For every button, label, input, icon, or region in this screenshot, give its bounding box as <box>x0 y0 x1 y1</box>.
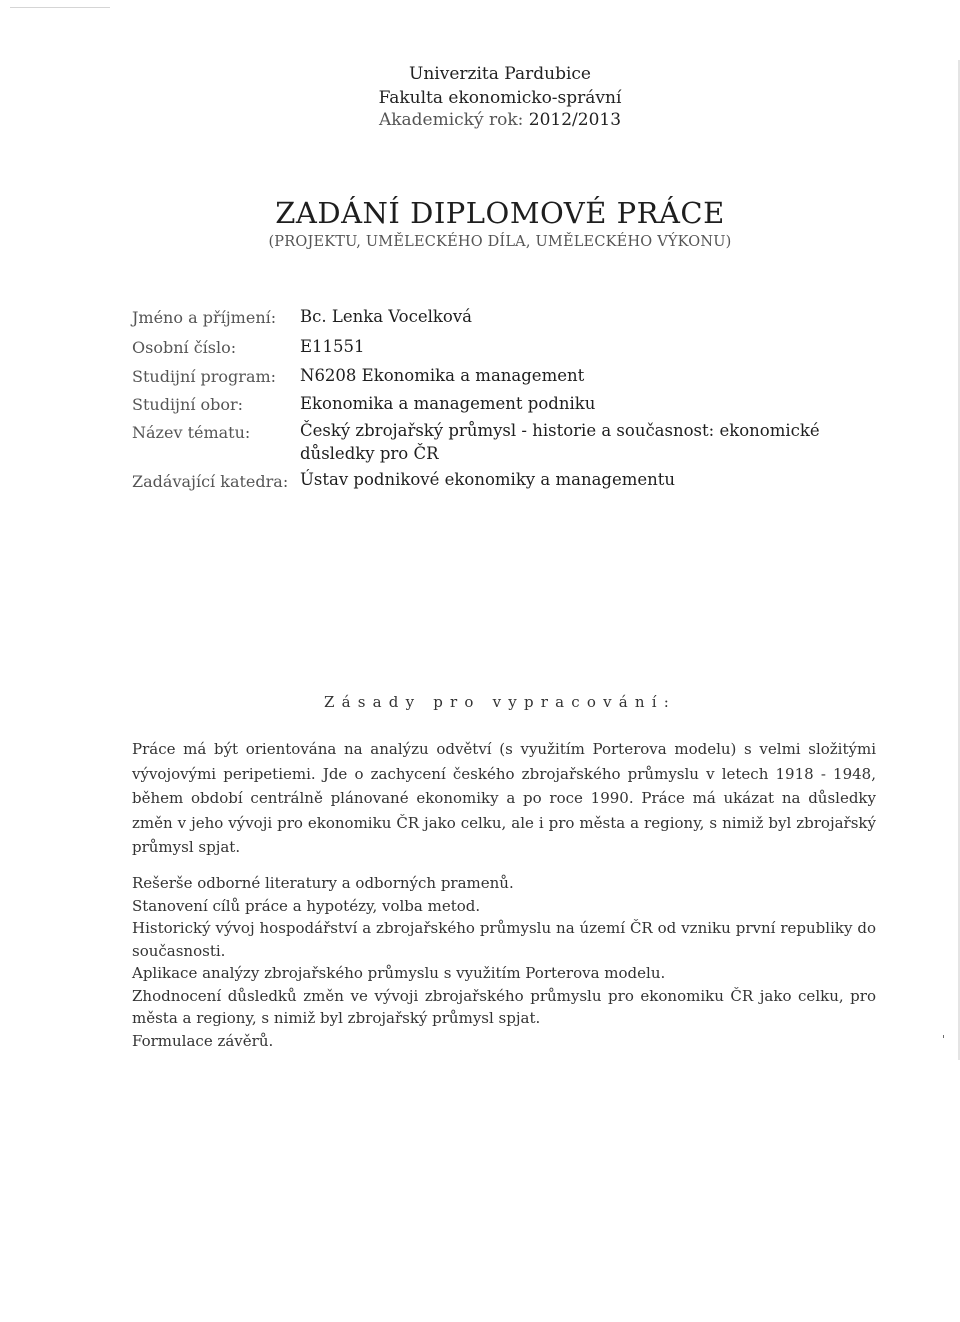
name-label: Jméno a příjmení: <box>132 308 277 327</box>
work-steps-list <box>132 872 876 1052</box>
topic-value: Český zbrojařský průmysl - historie a současnost: ekonomické důsledky pro ČR <box>300 421 820 463</box>
program-value: N6208 Ekonomika a management <box>300 366 585 385</box>
university-name: Univerzita Pardubice <box>409 64 591 84</box>
topic-label: Název tématu: <box>132 423 251 442</box>
list-item: Zhodnocení důsledků změn ve vývoji zbrojařského průmyslu pro ekonomiku ČR jako celku, pro města a regiony, s nimiž byl zbrojařský průmysl spjat. <box>132 986 876 1027</box>
margin-mark: ' <box>942 1033 946 1046</box>
list-item: Formulace závěrů. <box>132 1031 274 1050</box>
principles-heading: Zásady pro vypracování: <box>323 693 677 711</box>
program-label: Studijní program: <box>132 367 277 386</box>
department-value: Ústav podnikové ekonomiky a managementu <box>300 470 676 489</box>
academic-year-label: Akademický rok: <box>378 110 524 130</box>
faculty-name: Fakulta ekonomicko-správní <box>378 88 622 108</box>
assignment-paragraph: Práce má být orientována na analýzu odvětví (s využitím Porterova modelu) s velmi složitými vývojovými peripetiemi. Jde o zachycení českého zbrojařského průmyslu v letech 1918 - 1948, během období centrálně plánované ekonomiky a po roce 1990. Práce má ukázat na důsledky změn v jeho vývoji pro ekonomiku ČR jako celku, ale i pro města a regiony, s nimiž byl zbrojařský průmysl spjat. <box>132 740 876 856</box>
field-label: Studijní obor: <box>132 395 244 414</box>
scan-edge-line <box>10 7 110 8</box>
list-item: Aplikace analýzy zbrojařského průmyslu s využitím Porterova modelu. <box>132 964 666 982</box>
list-item: Rešerše odborné literatury a odborných pramenů. <box>132 874 514 892</box>
document-title: ZADÁNÍ DIPLOMOVÉ PRÁCE <box>275 196 725 230</box>
field-value: Ekonomika a management podniku <box>300 394 596 413</box>
academic-year-value: 2012/2013 <box>528 110 622 130</box>
list-item: Historický vývoj hospodářství a zbrojařského průmyslu na území ČR od vzniku první republiky do současnosti. <box>132 919 876 960</box>
academic-year <box>300 110 700 130</box>
department-label: Zadávající katedra: <box>132 472 289 491</box>
document-subtitle: (PROJEKTU, UMĚLECKÉHO DÍLA, UMĚLECKÉHO VÝKONU) <box>268 234 732 250</box>
id-label: Osobní číslo: <box>132 338 237 357</box>
name-value: Bc. Lenka Vocelková <box>300 307 472 326</box>
list-item: Stanovení cílů práce a hypotézy, volba metod. <box>132 896 481 915</box>
id-value: E11551 <box>300 337 365 356</box>
